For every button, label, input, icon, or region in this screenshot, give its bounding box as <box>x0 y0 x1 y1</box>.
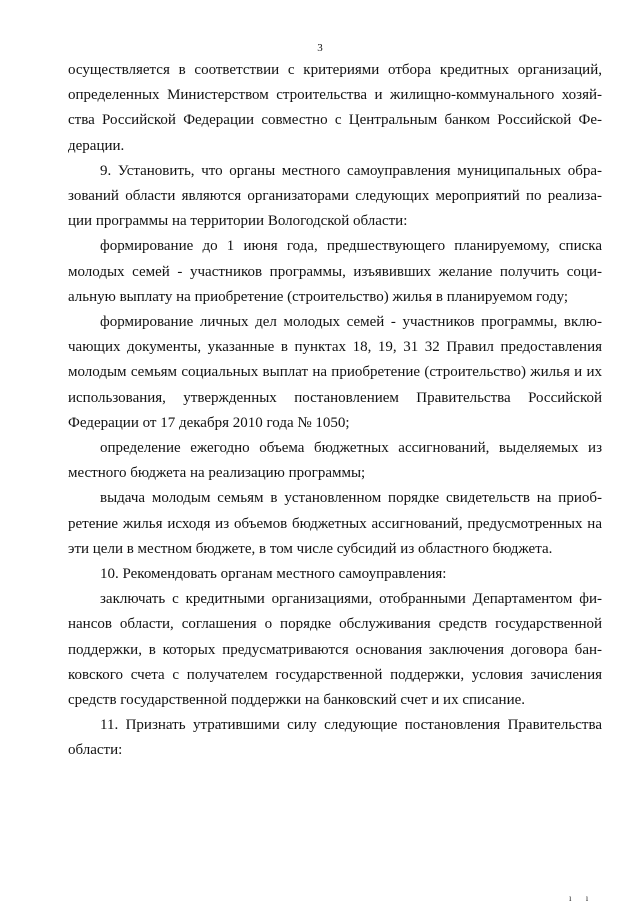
paragraph: 9. Установить, что органы местного самоуправления муниципальных образований области являются организаторами следующих мероприятий по реализации программы на территории Вологодской области: <box>68 162 602 230</box>
document-body <box>68 58 602 764</box>
paragraph: 11. Признать утратившими силу следующие постановления Правительства области: <box>68 717 602 759</box>
paragraph: определение ежегодно объема бюджетных ассигнований, выделяемых из местного бюджета на реализацию программы; <box>68 440 602 482</box>
paragraph: 10. Рекомендовать органам местного самоуправления: <box>100 566 447 583</box>
paragraph: осуществляется в соответствии с критериями отбора кредитных организаций, определенных Министерством строительства и жилищно-коммунального хозяйства Российской Федерации совместно с Центральным банком Российской Федерации. <box>68 62 602 154</box>
paragraph: формирование до 1 июня года, предшествующего планируемому, списка молодых семей - участников программы, изъявивших желание получить социальную выплату на приобретение (строительство) жилья в планируемом году; <box>68 238 602 305</box>
footer-marks: ı ı <box>569 893 595 903</box>
page-number: 3 <box>317 42 323 54</box>
paragraph: заключать с кредитными организациями, отобранными Департаментом финансов области, соглашения о порядке обслуживания средств государственной поддержки, в которых предусматриваются основания заключения договора банковского счета с получателем государственной поддержки, условия зачисления средств государственной поддержки на банковский счет и их списание. <box>68 591 602 709</box>
paragraph: выдача молодым семьям в установленном порядке свидетельств на приобретение жилья исходя из объемов бюджетных ассигнований, предусмотренных на эти цели в местном бюджете, в том числе субсидий из областного бюджета. <box>68 490 602 557</box>
paragraph: формирование личных дел молодых семей - участников программы, включающих документы, указанные в пунктах 18, 19, 31 32 Правил предоставления молодым семьям социальных выплат на приобретение (строительство) жилья и их использования, утвержденных постановлением Правительства Российской Федерации от 17 декабря 2010 года № 1050; <box>68 314 602 431</box>
